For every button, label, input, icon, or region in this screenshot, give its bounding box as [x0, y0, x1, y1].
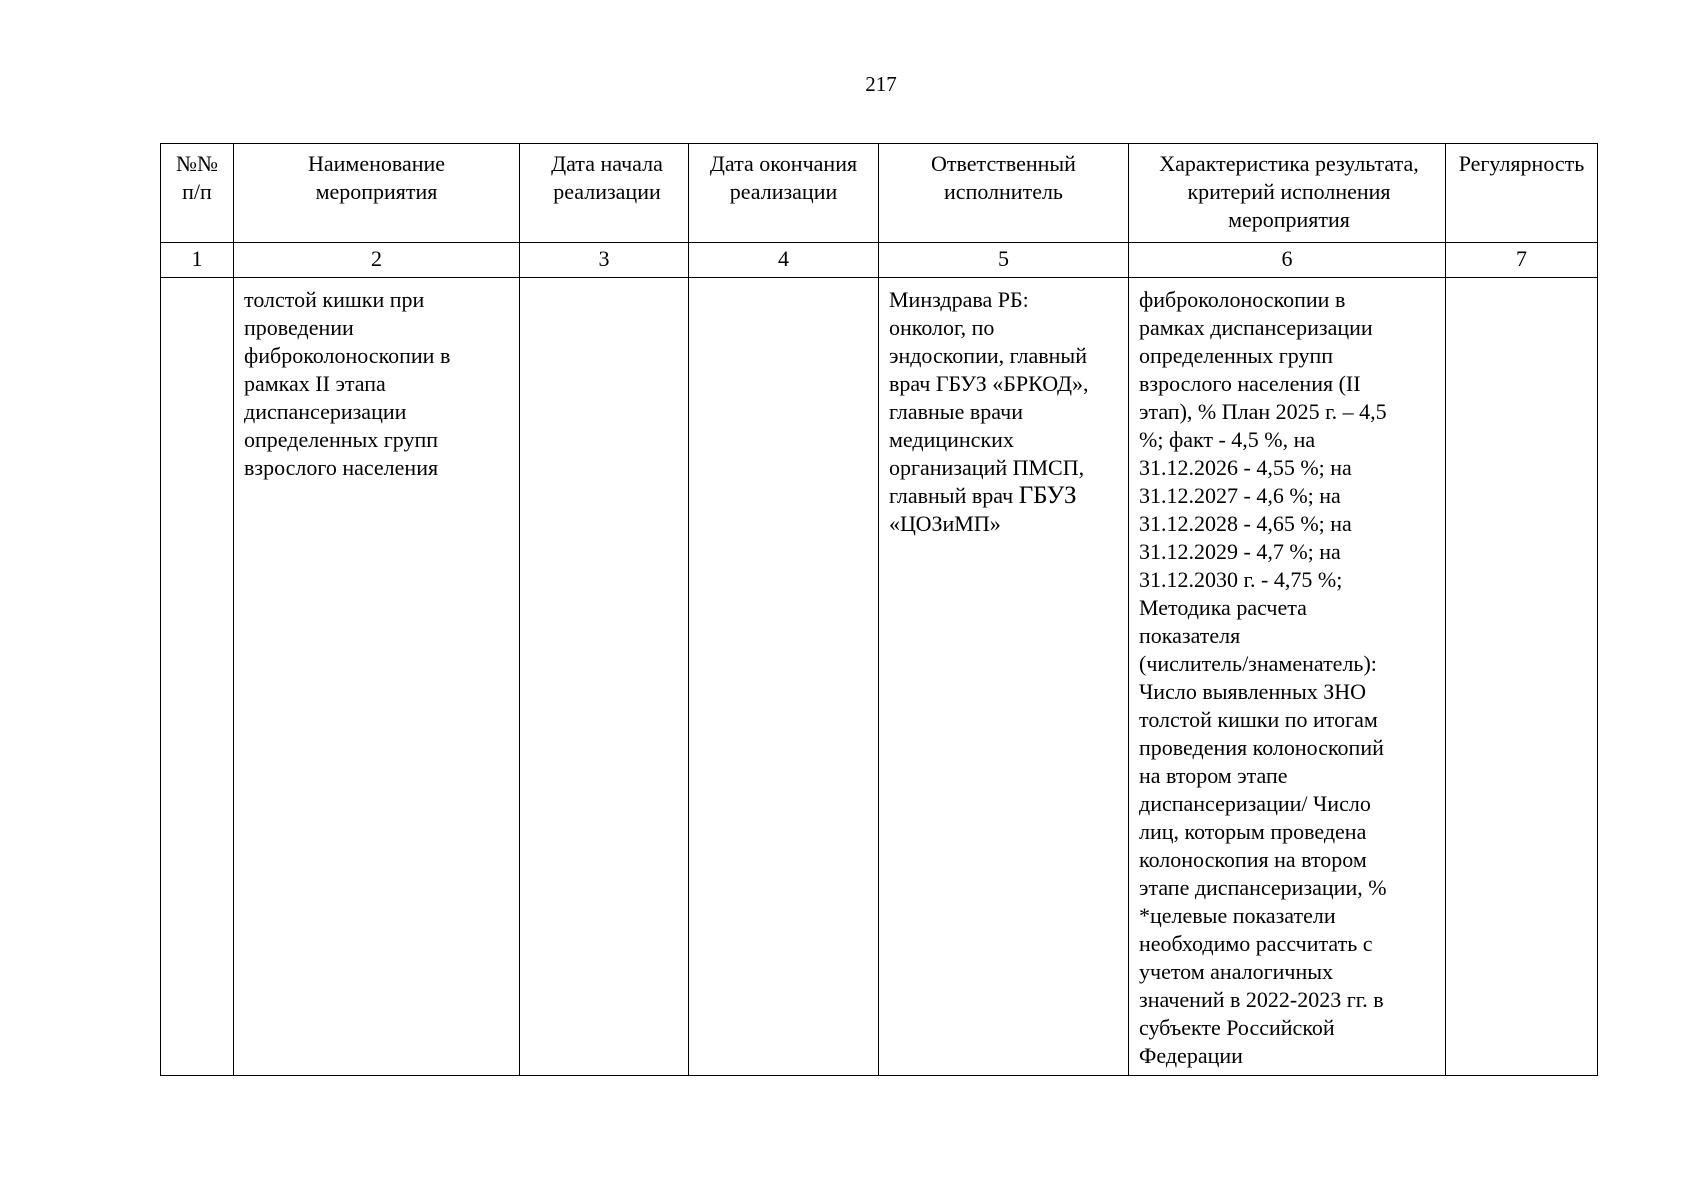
column-number-2: 2 — [234, 243, 520, 278]
measure-name-cell — [234, 278, 520, 1076]
result-line: 31.12.2028 - 4,65 %; на — [1139, 511, 1352, 536]
result-line: Федерации — [1139, 1043, 1243, 1068]
column-number-row — [161, 243, 1598, 278]
result-line: субъекте Российской — [1139, 1015, 1335, 1040]
result-line: Методика расчета — [1139, 595, 1307, 620]
result-line: 31.12.2029 - 4,7 %; на — [1139, 539, 1341, 564]
column-number-5: 5 — [879, 243, 1129, 278]
measure-name-line: фиброколоноскопии в — [244, 343, 451, 368]
result-line: лиц, которым проведена — [1139, 819, 1367, 844]
result-line: рамках диспансеризации — [1139, 315, 1373, 340]
result-line: показателя — [1139, 623, 1241, 648]
responsible-line: Минздрава РБ: — [889, 287, 1029, 312]
result-line: 31.12.2026 - 4,55 %; на — [1139, 455, 1352, 480]
column-number-6: 6 — [1129, 243, 1446, 278]
row-number-cell — [161, 278, 234, 1076]
responsible-line — [889, 482, 1118, 510]
result-line: учетом аналогичных — [1139, 959, 1334, 984]
regularity-cell — [1446, 278, 1598, 1076]
header-regularity: Регулярность — [1446, 144, 1598, 243]
header-row — [161, 144, 1598, 243]
result-line: значений в 2022-2023 гг. в — [1139, 987, 1384, 1012]
measure-name-line: взрослого населения — [244, 455, 439, 480]
responsible-line: онколог, по — [889, 315, 995, 340]
column-number-3: 3 — [520, 243, 689, 278]
measure-name-line: толстой кишки при — [244, 287, 425, 312]
header-number: №№ п/п — [161, 144, 234, 243]
result-line: колоноскопия на втором — [1139, 847, 1367, 872]
header-result: Характеристика результата, критерий исполнения мероприятия — [1129, 144, 1446, 243]
result-line: диспансеризации/ Число — [1139, 791, 1371, 816]
measure-name-line: рамках II этапа — [244, 371, 386, 396]
start-date-cell — [520, 278, 689, 1076]
table-row — [161, 278, 1598, 1076]
result-line: на втором этапе — [1139, 763, 1288, 788]
result-cell — [1129, 278, 1446, 1076]
column-number-4: 4 — [689, 243, 879, 278]
column-number-7: 7 — [1446, 243, 1598, 278]
responsible-cell — [879, 278, 1129, 1076]
result-line: этап), % План 2025 г. – 4,5 — [1139, 399, 1387, 424]
responsible-line-text: главный врач — [889, 483, 1019, 508]
result-line: %; факт - 4,5 %, на — [1139, 427, 1316, 452]
measures-table — [160, 143, 1598, 1076]
header-measure-name: Наименование мероприятия — [234, 144, 520, 243]
result-line: 31.12.2027 - 4,6 %; на — [1139, 483, 1341, 508]
responsible-line: «ЦОЗиМП» — [889, 511, 1001, 536]
header-end-date: Дата окончания реализации — [689, 144, 879, 243]
responsible-line: врач ГБУЗ «БРКОД», — [889, 371, 1089, 396]
responsible-line: организаций ПМСП, — [889, 455, 1085, 480]
measure-name-line: диспансеризации — [244, 399, 407, 424]
responsible-line: медицинских — [889, 427, 1014, 452]
column-number-1: 1 — [161, 243, 234, 278]
result-line: проведения колоноскопий — [1139, 735, 1384, 760]
measure-name-line: определенных групп — [244, 427, 439, 452]
measure-name-line: проведении — [244, 315, 354, 340]
result-line: этапе диспансеризации, % — [1139, 875, 1387, 900]
result-line: толстой кишки по итогам — [1139, 707, 1378, 732]
result-line: Число выявленных ЗНО — [1139, 679, 1367, 704]
result-line: фиброколоноскопии в — [1139, 287, 1346, 312]
result-line: 31.12.2030 г. - 4,75 %; — [1139, 567, 1343, 592]
responsible-line: эндоскопии, главный — [889, 343, 1087, 368]
result-line: взрослого населения (II — [1139, 371, 1361, 396]
responsible-org-name: ГБУЗ — [1018, 482, 1077, 509]
result-line: *целевые показатели — [1139, 903, 1336, 928]
result-line: (числитель/знаменатель): — [1139, 651, 1377, 676]
end-date-cell — [689, 278, 879, 1076]
responsible-line: главные врачи — [889, 399, 1023, 424]
result-line: определенных групп — [1139, 343, 1334, 368]
header-start-date: Дата начала реализации — [520, 144, 689, 243]
header-responsible: Ответственный исполнитель — [879, 144, 1129, 243]
page-number: 217 — [865, 72, 897, 96]
result-line: необходимо рассчитать с — [1139, 931, 1373, 956]
